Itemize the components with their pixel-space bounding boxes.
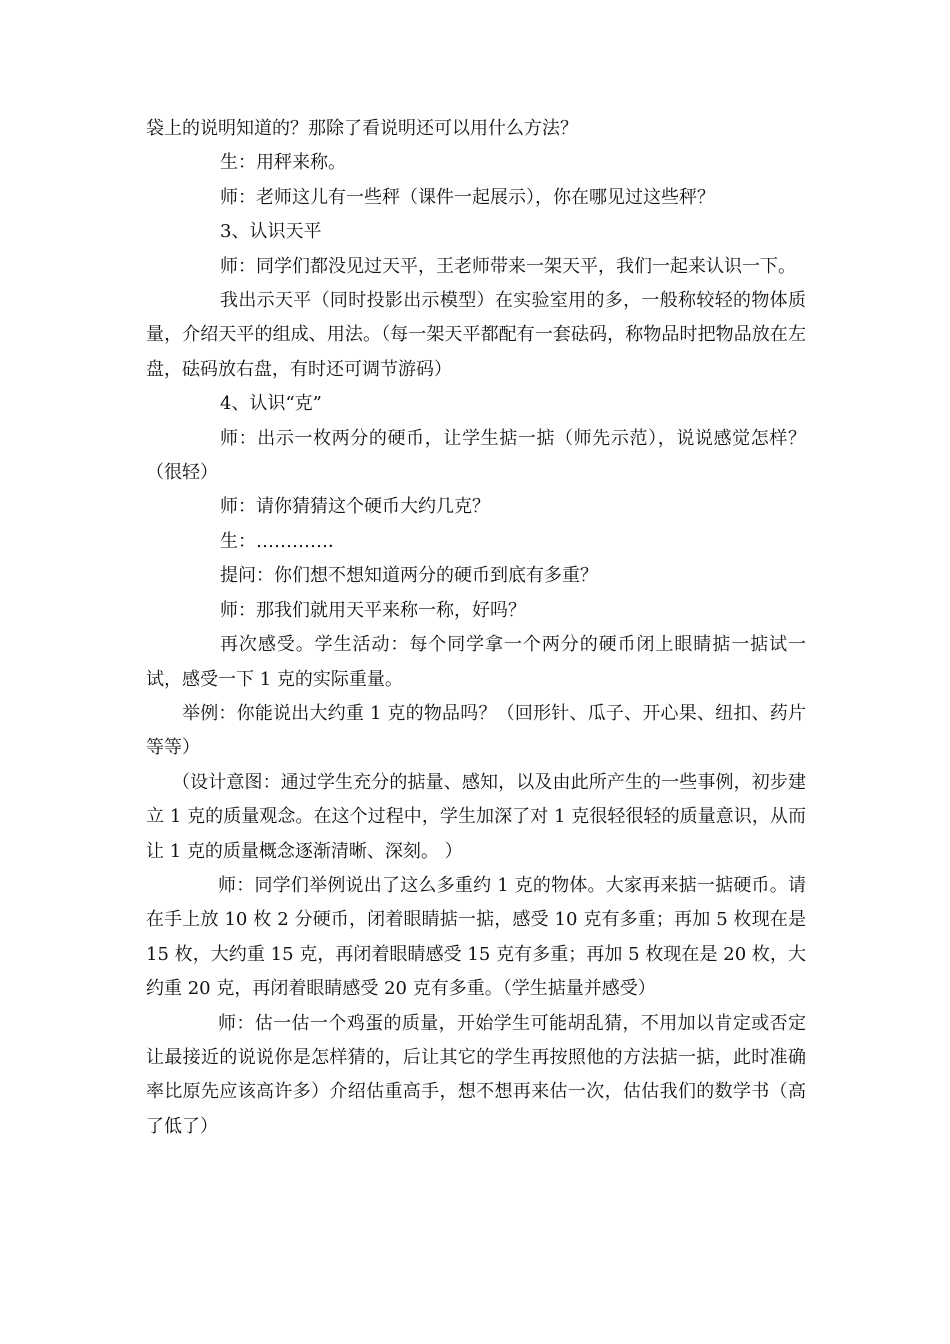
paragraph-15: （设计意图：通过学生充分的掂量、感知，以及由此所产生的一些事例，初步建立 1 克的质量观念。在这个过程中，学生加深了对 1 克很轻很轻的质量意识，从而让 1 克的质量概念逐渐清晰、深刻。 ） xyxy=(146,771,806,862)
paragraph-13: 再次感受。学生活动：每个同学拿一个两分的硬币闭上眼睛掂一掂试一试，感受一下 1 克的实际重量。 xyxy=(146,634,806,690)
document-body xyxy=(146,112,806,1144)
paragraph-3: 师：老师这儿有一些秤（课件一起展示），你在哪见过这些秤？ xyxy=(220,186,715,208)
paragraph-7: 4、认识“克” xyxy=(220,393,322,415)
paragraph-12: 师：那我们就用天平来称一称，好吗？ xyxy=(220,599,526,621)
paragraph-11: 提问：你们想不想知道两分的硬币到底有多重？ xyxy=(220,565,598,587)
paragraph-17: 师：估一估一个鸡蛋的质量，开始学生可能胡乱猜，不用加以肯定或否定让最接近的说说你是怎样猜的，后让其它的学生再按照他的方法掂一掂，此时准确率比原先应该高许多）介绍估重高手，想不想再来估一次，估估我们的数学书（高了低了） xyxy=(146,1012,806,1137)
paragraph-10: 生：…………． xyxy=(220,530,346,552)
paragraph-14: 举例：你能说出大约重 1 克的物品吗？（回形针、瓜子、开心果、纽扣、药片等等） xyxy=(146,702,806,759)
paragraph-2: 生：用秤来称。 xyxy=(220,152,346,174)
paragraph-5: 师：同学们都没见过天平，王老师带来一架天平，我们一起来认识一下。 xyxy=(220,255,796,277)
paragraph-16: 师：同学们举例说出了这么多重约 1 克的物体。大家再来掂一掂硬币。请在手上放 10 枚 2 分硬币，闭着眼睛掂一掂，感受 10 克有多重；再加 5 枚现在是 15 枚，大约重 15 克，再闭着眼睛感受 15 克有多重；再加 5 枚现在是 20 枚，大约重 20 克，再闭着眼睛感受 20 克有多重。（学生掂量并感受） xyxy=(146,874,806,1000)
paragraph-6: 我出示天平（同时投影出示模型）在实验室用的多，一般称较轻的物体质量，介绍天平的组成、用法。（每一架天平都配有一套砝码，称物品时把物品放在左盘，砝码放右盘，有时还可调节游码） xyxy=(146,290,806,380)
paragraph-4: 3、认识天平 xyxy=(220,221,322,243)
paragraph-8: 师：出示一枚两分的硬币，让学生掂一掂（师先示范），说说感觉怎样？（很轻） xyxy=(146,427,806,484)
paragraph-9: 师：请你猜猜这个硬币大约几克？ xyxy=(220,496,490,518)
paragraph-1: 袋上的说明知道的？那除了看说明还可以用什么方法？ xyxy=(146,118,578,139)
